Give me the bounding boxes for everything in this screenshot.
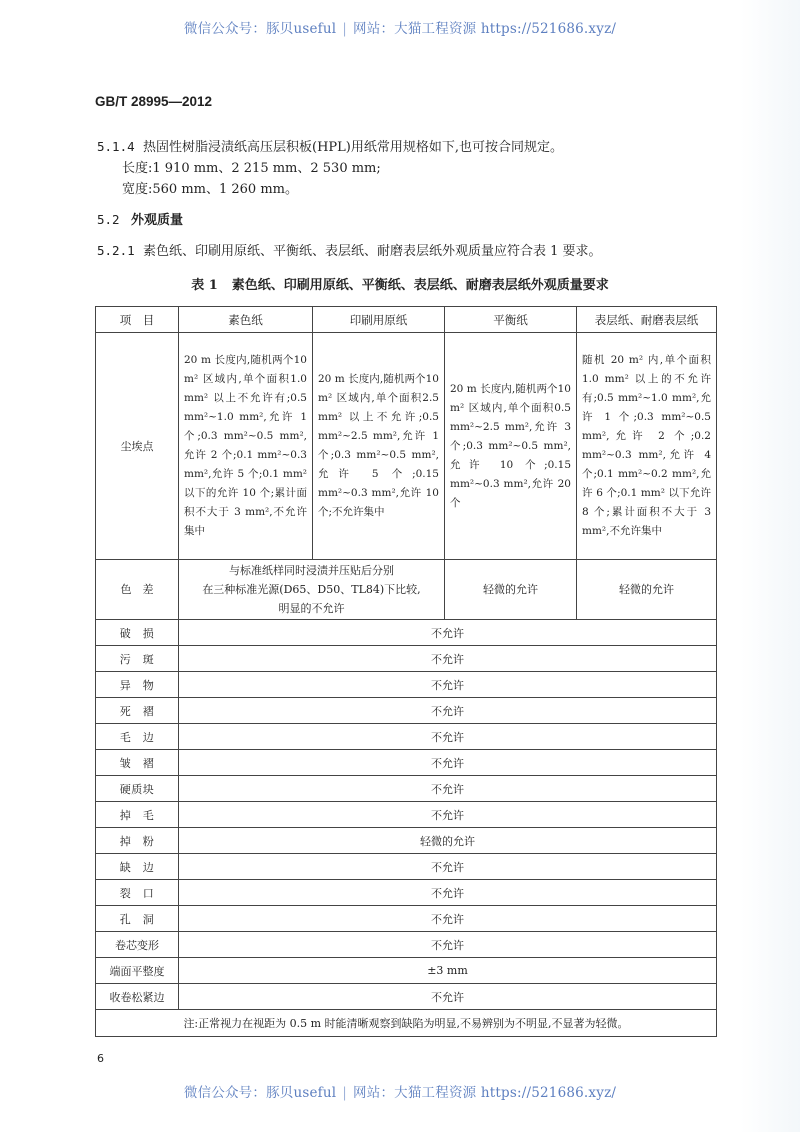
header-printing-base-paper: 印刷用原纸 (313, 307, 445, 333)
clause-text: 热固性树脂浸渍纸高压层积板(HPL)用纸常用规格如下,也可按合同规定。 (143, 140, 563, 155)
table-note: 注:正常视力在视距为 0.5 m 时能清晰观察到缺陷为明显,不易辨别为不明显,不显著为轻微。 (96, 1010, 717, 1037)
table-row (96, 620, 717, 646)
row-value: 不允许 (179, 776, 717, 802)
clause-number: 5.1.4 (97, 139, 135, 154)
row-label: 毛 边 (96, 724, 179, 750)
dust-printing-base-paper: 20 m 长度内,随机两个10 m² 区域内,单个面积2.5 mm² 以上不允许;0.5 mm²~2.5 mm²,允许 1 个;0.3 mm²~0.5 mm²,允许 5 个;0.15 mm²~0.3 mm²,允许 10 个;不允许集中 (313, 333, 445, 560)
table-row (96, 776, 717, 802)
table-row (96, 906, 717, 932)
color-overlay-paper: 轻微的允许 (577, 560, 717, 620)
row-value: 不允许 (179, 698, 717, 724)
row-label: 皱 褶 (96, 750, 179, 776)
color-criteria-line: 在三种标准光源(D65、D50、TL84)下比较, (202, 583, 421, 596)
table-caption (0, 274, 800, 293)
row-value: 不允许 (179, 750, 717, 776)
clause-number: 5.2.1 (97, 243, 135, 258)
row-label: 死 褶 (96, 698, 179, 724)
section-heading-5-2 (97, 209, 183, 228)
dust-overlay-paper: 随机 20 m² 内,单个面积1.0 mm² 以上的不允许有;0.5 mm²~1.0 mm²,允许 1 个;0.3 mm²~0.5 mm²,允许 2 个;0.2 mm²~0.3 mm²,允许 4 个;0.1 mm²~0.2 mm²,允许 6 个;0.1 mm² 以下允许 8 个;累计面积不大于 3 mm²,不允许集中 (577, 333, 717, 560)
row-value: 不允许 (179, 984, 717, 1010)
table-row-color-difference (96, 560, 717, 620)
row-value: 不允许 (179, 880, 717, 906)
row-label: 破 损 (96, 620, 179, 646)
row-value: 不允许 (179, 724, 717, 750)
row-value: ±3 mm (179, 958, 717, 984)
row-label: 收卷松紧边 (96, 984, 179, 1010)
row-value: 不允许 (179, 672, 717, 698)
table-row-dust (96, 333, 717, 560)
width-spec: 宽度:560 mm、1 260 mm。 (122, 182, 298, 197)
row-value: 轻微的允许 (179, 828, 717, 854)
row-label: 硬质块 (96, 776, 179, 802)
row-label: 掉 毛 (96, 802, 179, 828)
table-row (96, 802, 717, 828)
row-label: 异 物 (96, 672, 179, 698)
color-criteria-line: 与标准纸样同时浸渍并压贴后分别 (229, 564, 394, 577)
table-row (96, 854, 717, 880)
header-plain-paper: 素色纸 (179, 307, 313, 333)
row-label: 卷芯变形 (96, 932, 179, 958)
color-plain-and-printing (179, 560, 445, 620)
table-note-row (96, 1010, 717, 1037)
row-value: 不允许 (179, 854, 717, 880)
header-item: 项 目 (96, 307, 179, 333)
row-label: 掉 粉 (96, 828, 179, 854)
section-title: 外观质量 (131, 213, 184, 228)
table-number: 表 1 (191, 278, 218, 293)
dust-balance-paper: 20 m 长度内,随机两个10 m² 区域内,单个面积0.5 mm²~2.5 mm²,允许 3 个;0.3 mm²~0.5 mm²,允许 10 个;0.15 mm²~0.3 mm²,允许 20 个 (445, 333, 577, 560)
page-number: 6 (97, 1052, 104, 1065)
watermark-website: 网站：大猫工程资源 https://521686.xyz/ (353, 21, 617, 37)
row-label: 孔 洞 (96, 906, 179, 932)
row-value: 不允许 (179, 646, 717, 672)
standard-number: GB/T 28995—2012 (95, 94, 213, 109)
row-label: 污 斑 (96, 646, 179, 672)
color-balance-paper: 轻微的允许 (445, 560, 577, 620)
table-row (96, 932, 717, 958)
row-value: 不允许 (179, 932, 717, 958)
row-label: 色 差 (96, 560, 179, 620)
table-row (96, 646, 717, 672)
table-header-row (96, 307, 717, 333)
row-value: 不允许 (179, 906, 717, 932)
watermark-separator: | (342, 21, 348, 37)
watermark-separator: | (342, 1085, 348, 1101)
watermark-bottom (0, 1081, 800, 1101)
clause-5-2-1 (97, 240, 602, 259)
header-overlay-paper: 表层纸、耐磨表层纸 (577, 307, 717, 333)
scan-edge-shading (740, 0, 800, 1132)
row-label: 缺 边 (96, 854, 179, 880)
color-criteria-line: 明显的不允许 (278, 602, 345, 615)
header-balance-paper: 平衡纸 (445, 307, 577, 333)
table-row (96, 672, 717, 698)
watermark-wechat: 微信公众号：豚贝useful (183, 1085, 337, 1101)
row-value: 不允许 (179, 620, 717, 646)
table-title: 素色纸、印刷用原纸、平衡纸、表层纸、耐磨表层纸外观质量要求 (231, 278, 609, 293)
row-value: 不允许 (179, 802, 717, 828)
length-spec: 长度:1 910 mm、2 215 mm、2 530 mm; (122, 161, 381, 176)
table-row (96, 750, 717, 776)
clause-text: 素色纸、印刷用原纸、平衡纸、表层纸、耐磨表层纸外观质量应符合表 1 要求。 (143, 244, 602, 259)
watermark-wechat: 微信公众号：豚贝useful (183, 21, 337, 37)
section-number: 5.2 (97, 212, 120, 227)
row-label: 尘埃点 (96, 333, 179, 560)
watermark-website: 网站：大猫工程资源 https://521686.xyz/ (353, 1085, 617, 1101)
table-row (96, 724, 717, 750)
watermark-top (0, 17, 800, 37)
appearance-quality-table (95, 306, 717, 1037)
table-row (96, 880, 717, 906)
dust-plain-paper: 20 m 长度内,随机两个10 m² 区域内,单个面积1.0 mm² 以上不允许有;0.5 mm²~1.0 mm²,允许 1 个;0.3 mm²~0.5 mm²,允许 2 个;0.1 mm²~0.3 mm²,允许 5 个;0.1 mm² 以下的允许 10 个;累计面积不大于 3 mm²,不允许集中 (179, 333, 313, 560)
row-label: 裂 口 (96, 880, 179, 906)
clause-5-1-4 (97, 136, 563, 155)
table-row (96, 984, 717, 1010)
row-label: 端面平整度 (96, 958, 179, 984)
table-row (96, 958, 717, 984)
table-row (96, 828, 717, 854)
table-row (96, 698, 717, 724)
